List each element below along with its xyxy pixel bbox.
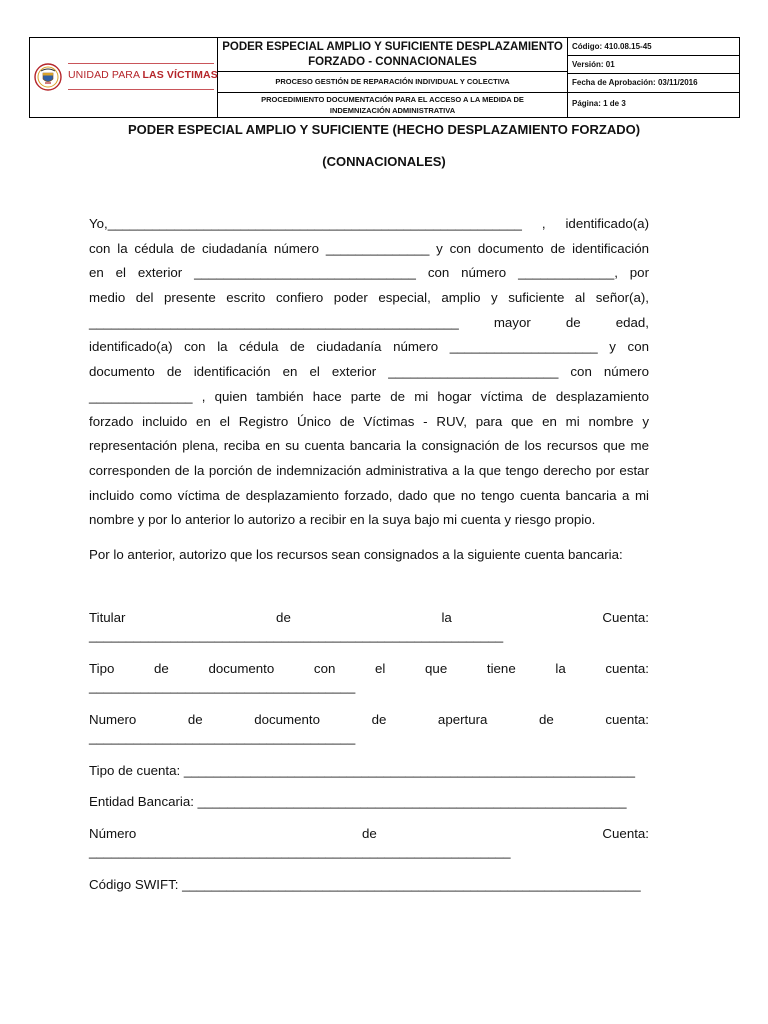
paragraph-line: con la cédula de ciudadanía número ______________ y con documento de identificación <box>89 240 649 256</box>
document-type-field <box>89 660 649 696</box>
page-number: Página: 1 de 3 <box>572 99 626 108</box>
document-title-cell <box>218 38 568 117</box>
power-of-attorney-paragraph <box>89 212 649 533</box>
document-code: Código: 410.08.15-45 <box>568 38 739 56</box>
logo-cell <box>30 38 218 117</box>
document-number-field <box>89 711 649 747</box>
unidad-victimas-logo <box>34 61 218 95</box>
account-number-blank: _________________________________________________________ <box>89 844 511 859</box>
paragraph-line: ______________ , quien también hace parte de mi hogar víctima de desplazamiento <box>89 388 649 404</box>
logo-top-rule <box>68 63 214 64</box>
document-number-label: Numero de documento de apertura de cuenta: <box>89 712 649 727</box>
form-subtitle: (CONNACIONALES) <box>322 154 446 169</box>
account-holder-label: Titular de la Cuenta: <box>89 610 649 625</box>
paragraph-line: forzado incluido en el Registro Único de Víctimas - RUV, para que en mi nombre y <box>89 413 649 429</box>
procedure-name: PROCEDIMIENTO DOCUMENTACIÓN PARA EL ACCESO A LA MEDIDA DE INDEMNIZACIÓN ADMINISTRATIVA <box>261 95 524 115</box>
paragraph-line: Yo,________________________________________________________ , identificado(a) <box>89 216 649 231</box>
paragraph-line: documento de identificación en el exterior _______________________ con número <box>89 364 649 380</box>
document-version: Versión: 01 <box>568 56 739 74</box>
account-holder-field <box>89 609 649 645</box>
account-number-label: Número de Cuenta: <box>89 826 649 841</box>
process-name: PROCESO GESTIÓN DE REPARACIÓN INDIVIDUAL Y COLECTIVA <box>218 72 567 93</box>
authorization-statement: Por lo anterior, autorizo que los recursos sean consignados a la siguiente cuenta bancaria: <box>89 547 623 562</box>
document-header-table <box>29 37 740 118</box>
document-title: PODER ESPECIAL AMPLIO Y SUFICIENTE DESPLAZAMIENTO FORZADO - CONNACIONALES <box>218 38 567 72</box>
paragraph-line: nombre y por lo anterior lo autorizo a recibir en la suya bajo mi cuenta y riesgo propio. <box>89 512 596 528</box>
document-type-label: Tipo de documento con el que tiene la cuenta: <box>89 661 649 676</box>
account-type-field: Tipo de cuenta: _____________________________________________________________ <box>89 763 635 778</box>
form-title: PODER ESPECIAL AMPLIO Y SUFICIENTE (HECHO DESPLAZAMIENTO FORZADO) <box>127 122 641 137</box>
document-meta-cell <box>568 38 739 117</box>
colombia-seal-icon <box>34 63 62 91</box>
account-number-field <box>89 825 649 861</box>
bank-entity-field: Entidad Bancaria: __________________________________________________________ <box>89 794 627 809</box>
approval-date: Fecha de Aprobación: 03/11/2016 <box>568 74 739 93</box>
document-type-blank: ____________________________________ <box>89 679 356 694</box>
paragraph-line: identificado(a) con la cédula de ciudadanía número ____________________ y con <box>89 339 649 355</box>
paragraph-line: incluido como víctima de desplazamiento forzado, dado que no tengo cuenta bancaria a mi <box>89 487 649 503</box>
paragraph-line: representación plena, reciba en su cuenta bancaria la consignación de los recursos que me <box>89 438 649 454</box>
account-holder-blank: ________________________________________________________ <box>89 628 504 643</box>
logo-bottom-rule <box>68 89 214 90</box>
paragraph-line: corresponden de la porción de indemnización administrativa a la que tengo derecho por estar <box>89 462 649 478</box>
paragraph-line: __________________________________________________ mayor de edad, <box>89 314 649 330</box>
document-number-blank: ____________________________________ <box>89 730 356 745</box>
paragraph-line: medio del presente escrito confiero poder especial, amplio y suficiente al señor(a), <box>89 290 649 306</box>
swift-code-field: Código SWIFT: ______________________________________________________________ <box>89 877 641 892</box>
paragraph-line: en el exterior ______________________________ con número _____________, por <box>89 265 649 281</box>
logo-wordmark: UNIDAD PARA LAS VÍCTIMAS <box>68 69 218 81</box>
